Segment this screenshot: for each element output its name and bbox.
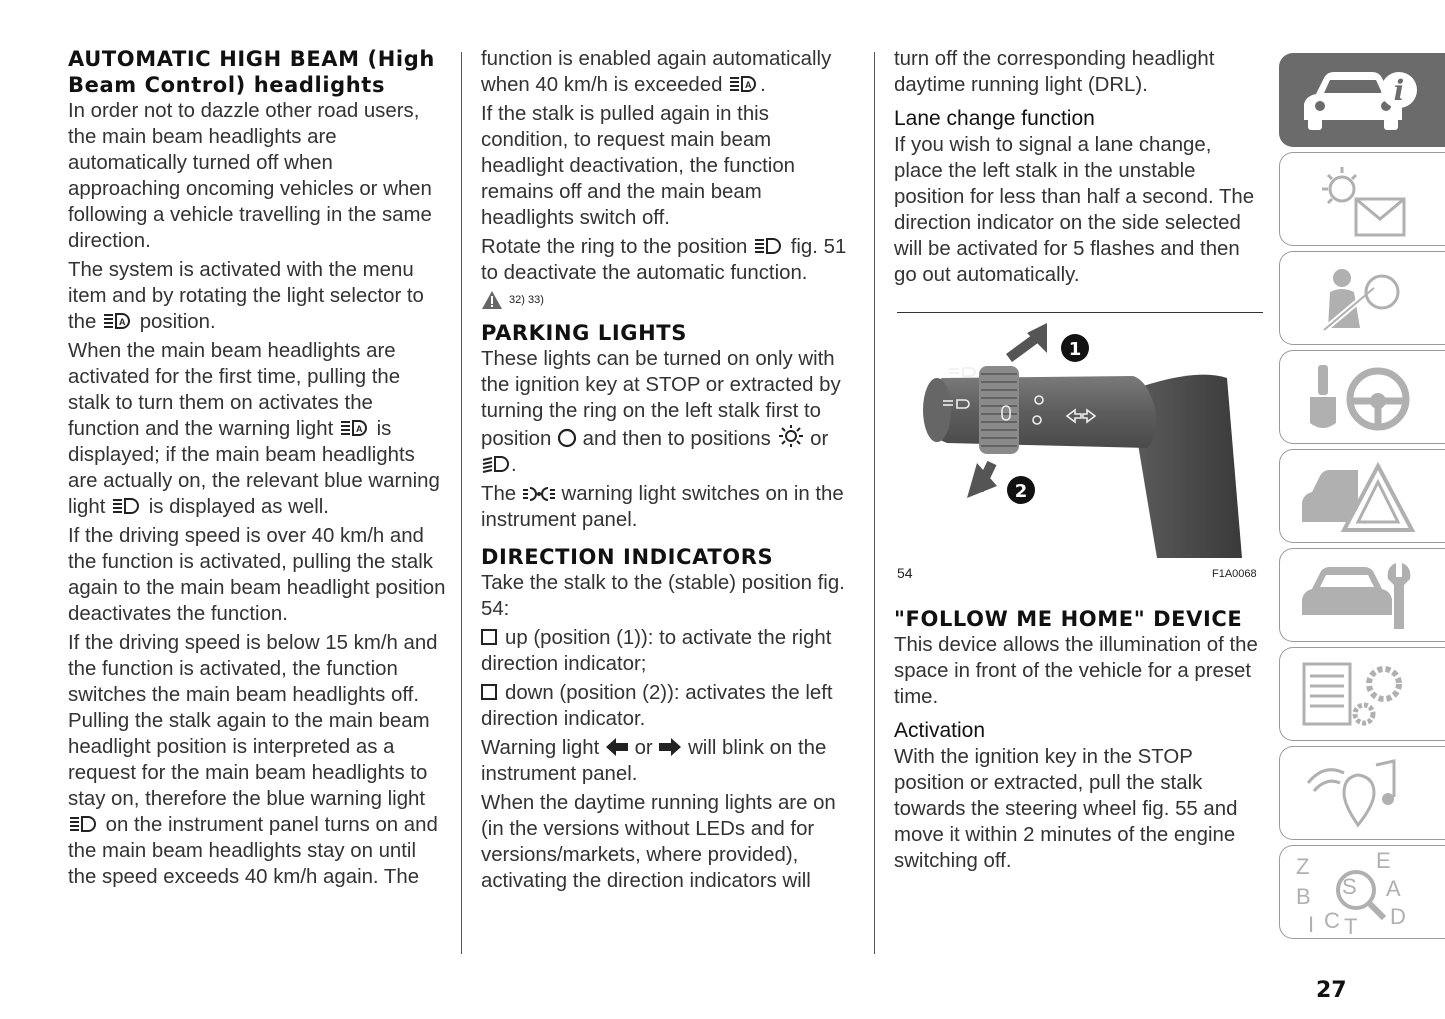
multimedia-icon [1294,753,1424,835]
paragraph: Warning light or will blink on the instrument panel. [481,737,827,785]
tab-starting-driving[interactable] [1279,350,1445,444]
svg-text:A: A [119,317,126,327]
car-warning-triangle-icon [1294,456,1424,538]
auto-high-beam-icon [339,418,371,438]
paragraph: This device allows the illumination of the space in front of the vehicle for a preset time. [894,634,1258,708]
paragraph: With the ignition key in the STOP position or extracted, pull the stalk towards the steering wheel fig. 55 and move it within 2 minutes of the engine switching off. [894,746,1238,872]
svg-text:E: E [1376,852,1391,873]
paragraph: turn off the corresponding headlight daytime running light (DRL). [894,48,1215,96]
column-3 [894,46,1264,291]
paragraph: When the daytime running lights are on (in the versions without LEDs and for versions/markets, where provided), activating the direction indicators will [481,792,836,892]
warning-references: 32) 33) [481,290,859,310]
svg-text:B: B [1296,884,1311,909]
auto-high-beam-icon [102,311,134,331]
main-beam-icon [753,236,785,256]
specs-gears-icon [1294,654,1424,736]
figure-number: 54 [897,565,913,581]
car-info-icon [1294,60,1424,142]
paragraph: The system is activated with the menu item and by rotating the light selector to the A position. [68,259,424,333]
page-number: 27 [1316,978,1347,1003]
auto-high-beam-icon [728,74,760,94]
list-item: down (position (2)): activates the left direction indicator. [481,680,859,732]
svg-text:i: i [1393,74,1405,107]
svg-text:I: I [1308,912,1315,934]
figure-label-1: 1 [1068,339,1082,360]
svg-text:S: S [1342,874,1357,899]
list-item: up (position (1)): to activate the right direction indicator; [481,625,859,677]
paragraph: These lights can be turned on only with the ignition key at STOP or extracted by turning the ring on the left stalk first to position and then to positions or . [481,348,841,476]
svg-text:D: D [1390,904,1406,929]
svg-text:A: A [745,80,752,90]
off-position-circle-icon [557,428,577,448]
paragraph: If you wish to signal a lane change, place the left stalk in the unstable position for less than half a second. The direction indicator on the side selected will be activated for 5 flashes and then go out automatically. [894,134,1255,286]
figure-top-rule [897,312,1263,313]
alphabetical-index-icon [1294,852,1424,934]
tab-multimedia[interactable] [1279,746,1445,840]
main-beam-icon [111,496,143,516]
section-heading-parking-lights: PARKING LIGHTS [481,321,687,345]
car-wrench-icon [1294,555,1424,637]
main-beam-icon [68,814,100,834]
svg-text:A: A [355,424,363,434]
figure-code: F1A0068 [1212,568,1257,580]
tab-safety[interactable] [1279,251,1445,345]
paragraph: function is enabled again automatically when 40 km/h is exceeded A . [481,48,832,96]
svg-text:C: C [1324,908,1340,933]
subheading-lane-change: Lane change function [894,107,1095,130]
section-heading-follow-me-home: "FOLLOW ME HOME" DEVICE [894,607,1243,631]
svg-text:T: T [1344,914,1358,934]
paragraph: Rotate the ring to the position fig. 51 to deactivate the automatic function. [481,236,847,284]
column-divider [874,52,875,954]
column-3-lower [894,606,1264,877]
tab-service-maintenance[interactable] [1279,548,1445,642]
svg-text:Z: Z [1296,854,1310,879]
column-1 [68,46,446,893]
section-heading-automatic-high-beam: AUTOMATIC HIGH BEAM (High Beam Control) headlights [68,47,435,97]
key-steering-wheel-icon [1294,357,1424,439]
column-2 [481,46,859,897]
tab-index[interactable] [1279,845,1445,939]
paragraph: If the stalk is pulled again in this condition, to request main beam headlight deactivation, the function remains off and the main beam headlights switch off. [481,103,796,229]
paragraph: In order not to dazzle other road users, the main beam headlights are automatically turned off when approaching oncoming vehicles or when following a vehicle travelling in the same direction. [68,100,432,252]
lights-envelope-icon [1294,159,1424,241]
paragraph: If the driving speed is over 40 km/h and the function is activated, pulling the stalk again to the main beam headlight position deactivates the function. [68,525,446,625]
column-divider [461,52,462,954]
figure-label-2: 2 [1014,481,1028,502]
paragraph: When the main beam headlights are activated for the first time, pulling the stalk to turn them on activates the function and the warning light A is displayed; if the main beam headlights are actually on, the relevant blue warning light is displayed as well. [68,340,440,518]
warning-triangle-icon [481,290,503,310]
tab-technical-data[interactable] [1279,647,1445,741]
paragraph: Take the stalk to the (stable) position fig. 54: [481,572,845,620]
svg-text:A: A [1386,876,1401,901]
figure-stalk-illustration [897,318,1263,588]
left-arrow-icon [605,737,629,757]
paragraph: The warning light switches on in the instrument panel. [481,483,844,531]
parking-lights-warning-icon [522,485,556,503]
low-beam-icon [481,454,511,474]
stalk-ring [979,366,1019,454]
subheading-activation: Activation [894,719,986,742]
section-heading-direction-indicators: DIRECTION INDICATORS [481,545,774,569]
tab-car-info[interactable] [1279,53,1445,147]
paragraph: If the driving speed is below 15 km/h and the function is activated, the function switches the main beam headlights off. Pulling the stalk again to the main beam headlight position is interpreted as a request for the main beam headlights to stay on, therefore the blue warning light on the instrument panel turns on and the main beam headlights stay on until the speed exceeds 40 km/h again. The [68,632,438,888]
airbag-seatbelt-icon [1294,258,1424,340]
right-arrow-icon [658,737,682,757]
side-lights-sun-icon [777,424,805,448]
tab-emergency[interactable] [1279,449,1445,543]
tab-lights-messages[interactable] [1279,152,1445,246]
